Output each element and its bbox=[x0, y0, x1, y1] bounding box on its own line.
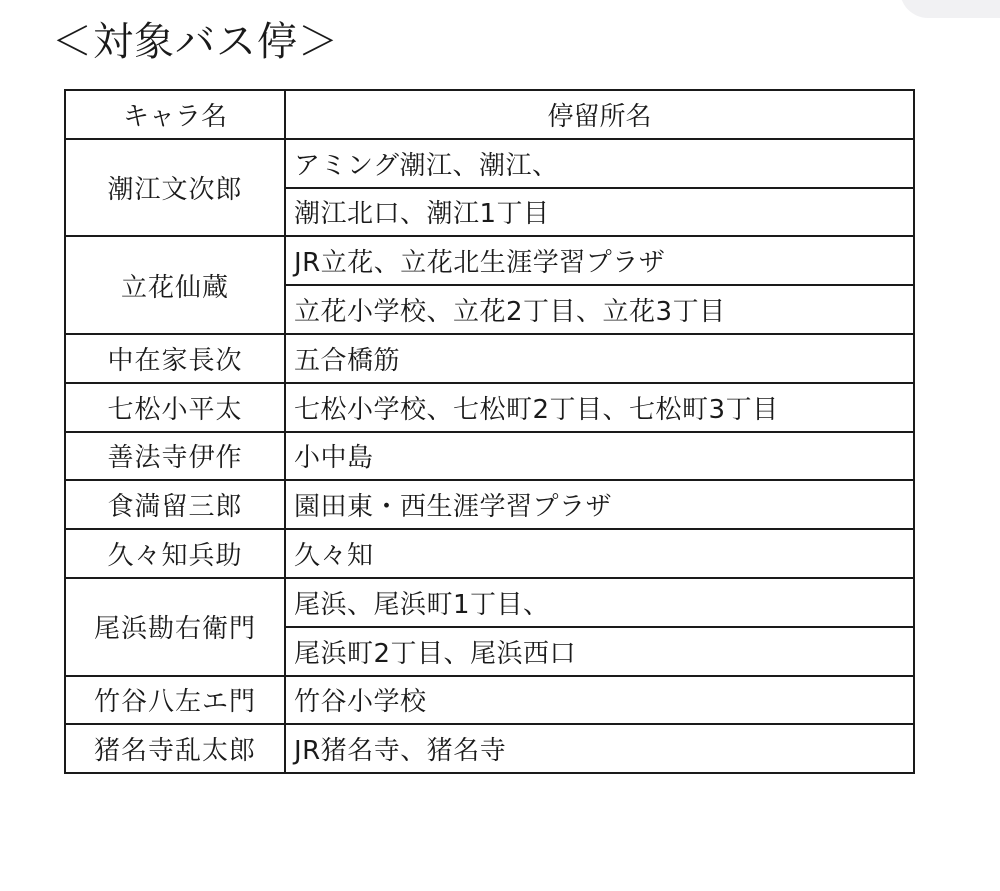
table-row bbox=[65, 724, 914, 773]
stop-names: JR猪名寺、猪名寺 bbox=[285, 724, 914, 773]
character-name: 中在家長次 bbox=[65, 334, 285, 383]
stop-names: 園田東・西生涯学習プラザ bbox=[285, 480, 914, 529]
table-header-row bbox=[65, 90, 914, 139]
stop-names: JR立花、立花北生涯学習プラザ bbox=[285, 236, 914, 285]
stop-names: 竹谷小学校 bbox=[285, 676, 914, 725]
table-row bbox=[65, 480, 914, 529]
character-name: 善法寺伊作 bbox=[65, 432, 285, 481]
character-name: 猪名寺乱太郎 bbox=[65, 724, 285, 773]
table-row bbox=[65, 334, 914, 383]
table-row bbox=[65, 139, 914, 188]
table-row bbox=[65, 432, 914, 481]
character-name: 潮江文次郎 bbox=[65, 139, 285, 237]
table-row bbox=[65, 578, 914, 627]
bus-stop-table bbox=[64, 89, 915, 774]
stop-names: アミング潮江、潮江、 bbox=[285, 139, 914, 188]
stop-names: 小中島 bbox=[285, 432, 914, 481]
table-row bbox=[65, 236, 914, 285]
stop-names: 潮江北口、潮江1丁目 bbox=[285, 188, 914, 237]
character-name: 立花仙蔵 bbox=[65, 236, 285, 334]
stop-names: 七松小学校、七松町2丁目、七松町3丁目 bbox=[285, 383, 914, 432]
header-stop-name: 停留所名 bbox=[285, 90, 914, 139]
stop-names: 久々知 bbox=[285, 529, 914, 578]
table-row bbox=[65, 529, 914, 578]
table-row bbox=[65, 676, 914, 725]
stop-names: 尾浜町2丁目、尾浜西口 bbox=[285, 627, 914, 676]
stop-names: 五合橋筋 bbox=[285, 334, 914, 383]
character-name: 久々知兵助 bbox=[65, 529, 285, 578]
character-name: 食満留三郎 bbox=[65, 480, 285, 529]
table-row bbox=[65, 383, 914, 432]
header-character-name: キャラ名 bbox=[65, 90, 285, 139]
stop-names: 尾浜、尾浜町1丁目、 bbox=[285, 578, 914, 627]
character-name: 七松小平太 bbox=[65, 383, 285, 432]
page-title: ＜対象バス停＞ bbox=[52, 19, 339, 65]
character-name: 尾浜勘右衛門 bbox=[65, 578, 285, 676]
corner-decoration bbox=[900, 0, 1000, 18]
character-name: 竹谷八左エ門 bbox=[65, 676, 285, 725]
stop-names: 立花小学校、立花2丁目、立花3丁目 bbox=[285, 285, 914, 334]
